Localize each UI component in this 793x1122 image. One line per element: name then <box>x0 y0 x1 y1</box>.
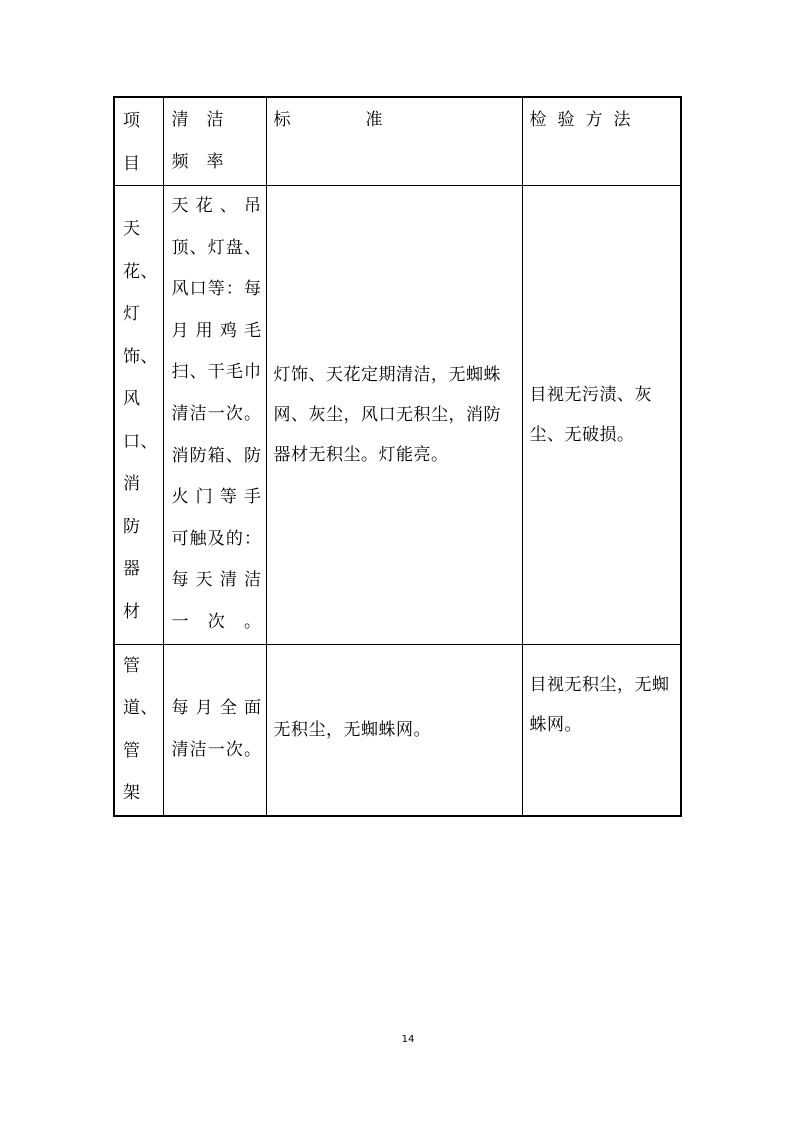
header-method-cell <box>522 97 681 186</box>
row-frequency-text: 天花、吊 顶、灯盘、 风口等：每 月用鸡毛 扫、干毛巾 清洁一次。 消防箱、防 火门等手 可触及的： 每天清洁 一次。 <box>171 196 262 632</box>
header-method-label: 检验方法 <box>529 110 642 130</box>
row-item-text: 管 道、 管 架 <box>123 655 158 804</box>
header-frequency-cell <box>163 97 266 186</box>
row-standard-cell <box>266 186 522 645</box>
cleaning-standards-table <box>113 96 682 817</box>
header-standard-cell <box>266 97 522 186</box>
row-method-text: 目视无污渍、灰尘、无破损。 <box>529 384 652 445</box>
table-header-row <box>114 97 681 186</box>
row-item-cell <box>114 186 163 645</box>
row-method-text: 目视无积尘，无蜘蛛网。 <box>529 674 670 735</box>
row-frequency-text: 每月全面 清洁一次。 <box>171 698 262 760</box>
row-standard-text: 灯饰、天花定期清洁，无蜘蛛网、灰尘，风口无积尘，消防器材无积尘。灯能亮。 <box>273 364 501 465</box>
row-standard-text: 无积尘，无蜘蛛网。 <box>273 719 431 740</box>
table-row <box>114 186 681 645</box>
row-frequency-cell <box>163 186 266 645</box>
header-item-label: 项 目 <box>123 111 141 174</box>
header-item-cell <box>114 97 163 186</box>
table-row <box>114 644 681 816</box>
header-standard-char-2: 准 <box>365 110 383 130</box>
row-method-cell <box>522 644 681 816</box>
row-standard-cell <box>266 644 522 816</box>
row-method-cell <box>522 186 681 645</box>
row-item-cell <box>114 644 163 816</box>
row-item-text: 天 花、 灯 饰、 风 口、 消 防 器 材 <box>123 219 158 622</box>
header-standard-char-1: 标 <box>273 110 291 130</box>
header-standard-label <box>267 98 522 141</box>
row-frequency-cell <box>163 644 266 816</box>
page-number: 14 <box>401 1034 415 1045</box>
header-frequency-label: 清 洁 频 率 <box>171 110 224 172</box>
